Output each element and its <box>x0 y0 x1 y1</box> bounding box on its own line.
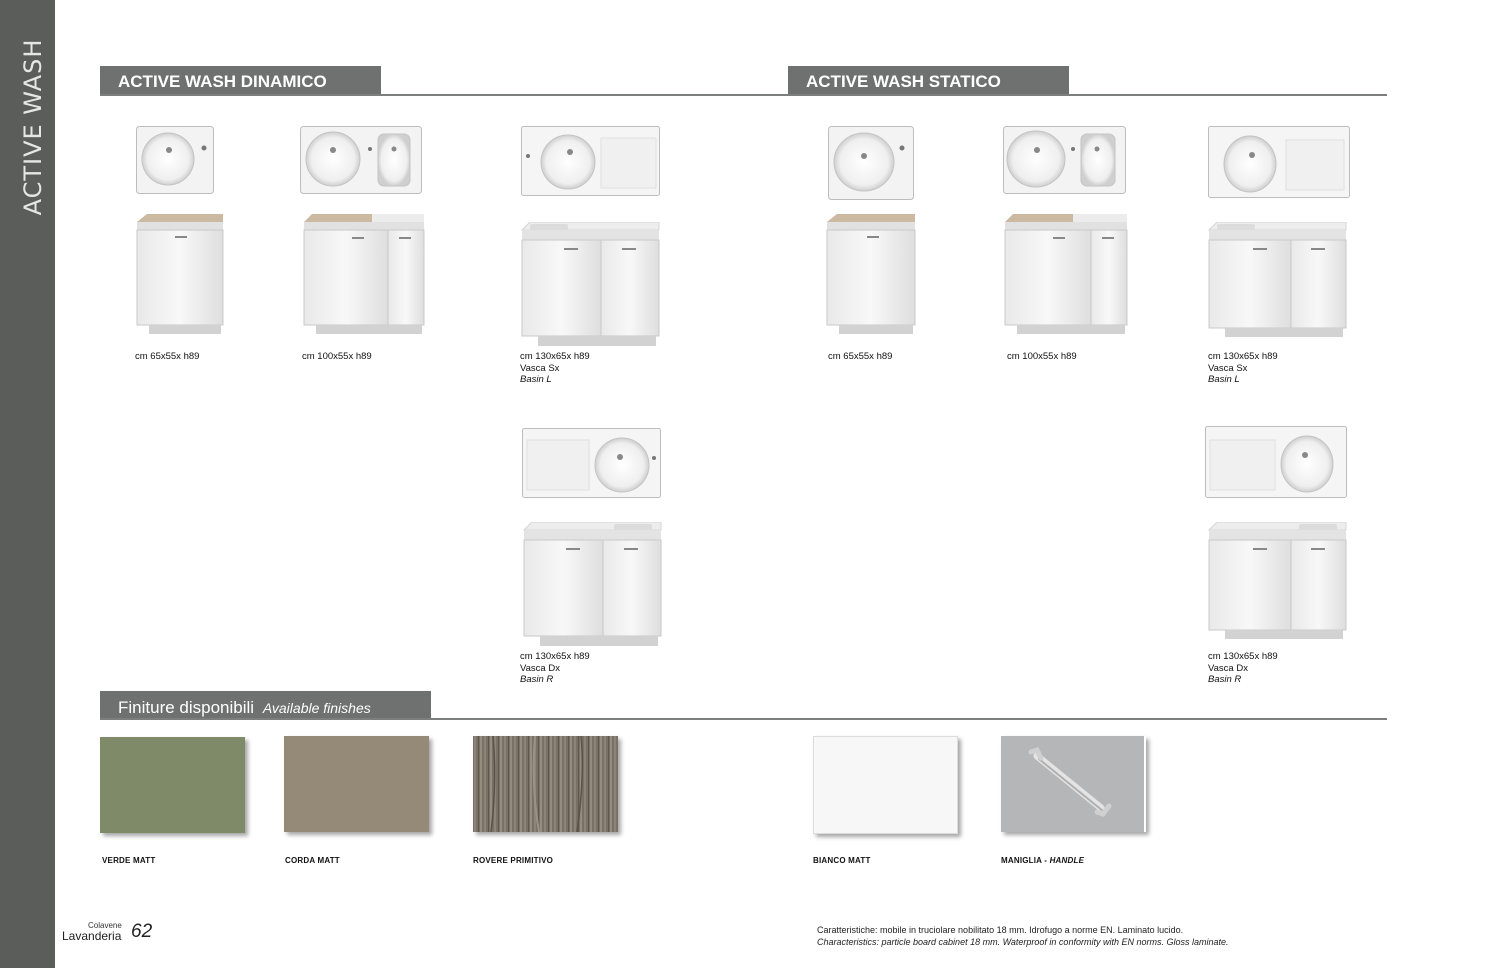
caption-d3 <box>520 351 590 386</box>
swatch-label-handle <box>1001 856 1084 865</box>
swatch-verde-matt <box>100 737 245 833</box>
footer-note-en: Characteristics: particle board cabinet 18 mm. Waterproof in conformity with EN norms. Gloss laminate. <box>817 937 1229 947</box>
caption-s3-size: cm 130x65x h89 <box>1208 351 1278 362</box>
sink-top-s1 <box>828 126 914 200</box>
caption-s1-size: cm 65x55x h89 <box>828 351 893 362</box>
cabinet-d3 <box>520 222 661 348</box>
cabinet-s3 <box>1207 222 1348 338</box>
finishes-title-en: Available finishes <box>262 700 371 716</box>
caption-s3 <box>1208 351 1278 386</box>
caption-d1-size: cm 65x55x h89 <box>135 351 200 362</box>
footer-note-it: Caratteristiche: mobile in truciolare nobilitato 18 mm. Idrofugo a norme EN. Laminato lucido. <box>817 925 1184 935</box>
footer-brand-small: Colavene <box>88 921 122 930</box>
finishes-rule <box>100 718 1387 720</box>
section-rule-dinamico <box>100 94 790 96</box>
caption-d3-basin-en: Basin L <box>520 374 552 385</box>
caption-s4-basin: Vasca Dx <box>1208 662 1248 674</box>
swatch-label-bianco-matt: BIANCO MATT <box>813 856 871 865</box>
caption-d3-basin: Vasca Sx <box>520 362 560 374</box>
caption-s3-basin-en: Basin L <box>1208 374 1240 385</box>
sink-top-d3 <box>521 126 660 196</box>
footer-brand: Lavanderia <box>62 929 122 943</box>
swatch-label-corda-matt: CORDA MATT <box>285 856 340 865</box>
sink-top-s4 <box>1205 426 1347 498</box>
finishes-title <box>100 691 431 720</box>
swatch-corda-matt <box>284 736 429 832</box>
cabinet-d2 <box>302 214 426 336</box>
caption-d2-size: cm 100x55x h89 <box>302 351 372 362</box>
sink-top-d2 <box>300 126 422 194</box>
caption-d3-size: cm 130x65x h89 <box>520 351 590 362</box>
caption-s2-size: cm 100x55x h89 <box>1007 351 1077 362</box>
section-title-statico: ACTIVE WASH STATICO <box>788 66 1069 95</box>
sink-top-d1 <box>136 126 214 194</box>
caption-s4-basin-en: Basin R <box>1208 674 1242 685</box>
caption-s1 <box>828 351 892 363</box>
cabinet-d1 <box>135 214 225 336</box>
caption-s4-size: cm 130x65x h89 <box>1208 651 1278 662</box>
caption-d4-basin-en: Basin R <box>520 674 554 685</box>
swatch-rovere-primitivo <box>473 736 618 832</box>
swatch-bianco-matt <box>813 736 958 834</box>
caption-d4-basin: Vasca Dx <box>520 662 560 674</box>
sink-top-d4 <box>522 428 661 498</box>
sink-top-s2 <box>1003 126 1126 194</box>
caption-s2 <box>1007 351 1077 363</box>
caption-d4 <box>520 651 590 686</box>
caption-d2 <box>302 351 372 363</box>
finishes-title-it: Finiture disponibili <box>118 698 255 717</box>
caption-d4-size: cm 130x65x h89 <box>520 651 590 662</box>
cabinet-d4 <box>522 522 663 648</box>
cabinet-s1 <box>825 214 917 336</box>
caption-s4 <box>1208 651 1278 686</box>
section-title-dinamico: ACTIVE WASH DINAMICO <box>100 66 381 95</box>
swatch-label-rovere-primitivo: ROVERE PRIMITIVO <box>473 856 554 865</box>
swatch-handle <box>1001 736 1146 832</box>
sidebar-title: ACTIVE WASH <box>19 38 47 216</box>
swatch-label-verde-matt: VERDE MATT <box>102 856 156 865</box>
handle-label-it: MANIGLIA - <box>1001 856 1050 865</box>
caption-d1 <box>135 351 199 363</box>
section-rule-statico <box>788 94 1387 96</box>
caption-s3-basin: Vasca Sx <box>1208 362 1248 374</box>
page-number: 62 <box>131 921 153 942</box>
handle-label-en: HANDLE <box>1049 856 1085 865</box>
cabinet-s4 <box>1207 522 1348 640</box>
footer-note <box>817 924 1229 948</box>
sink-top-s3 <box>1208 126 1350 198</box>
cabinet-s2 <box>1003 214 1129 336</box>
sidebar-band <box>0 0 55 968</box>
